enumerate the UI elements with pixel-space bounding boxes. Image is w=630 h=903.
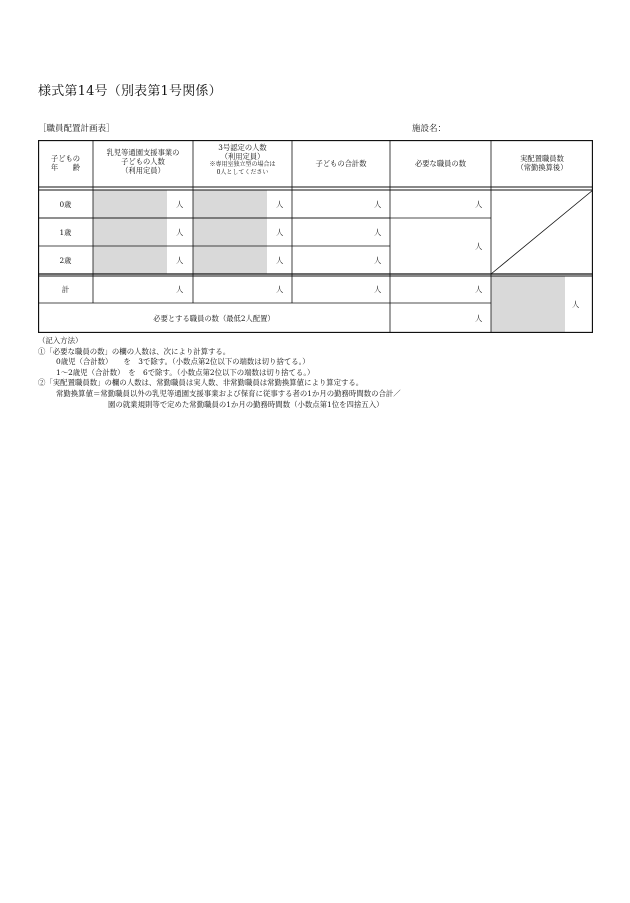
unit-total-0: 人 <box>374 200 382 209</box>
unit-nyuji-2: 人 <box>176 256 184 265</box>
staff-plan-table <box>38 140 593 333</box>
unit-required-min: 人 <box>475 314 483 323</box>
unit-total-1: 人 <box>374 228 382 237</box>
notes-line-6: 園の就業規則等で定めた常勤職員の1か月の勤務時間数（小数点第1位を四捨五入） <box>108 399 384 409</box>
row-age-1: 1歳 <box>59 228 72 237</box>
shaded-cells-sango <box>193 190 267 274</box>
notes-line-4: ②「実配置職員数」の欄の人数は、常勤職員は実人数、非常勤職員は常勤換算値により算定する。 <box>38 378 364 388</box>
shaded-cell-actual <box>491 276 565 333</box>
header-nyuji-count: 乳児等通園支援事業の 子どもの人数 （利用定員） <box>106 148 180 175</box>
unit-sango-2: 人 <box>276 256 284 265</box>
unit-total-2: 人 <box>374 256 382 265</box>
unit-total-total: 人 <box>374 285 382 294</box>
unit-actual-staff: 人 <box>572 300 580 309</box>
notes-line-3: 1～2歳児（合計数） を 6で除す。（小数点第2位以下の端数は切り捨てる。） <box>56 367 315 377</box>
unit-nyuji-0: 人 <box>176 200 184 209</box>
table-label: ［職員配置計画表］ <box>38 124 115 134</box>
row-total: 計 <box>61 285 70 294</box>
unit-sango-total: 人 <box>276 285 284 294</box>
header-total-children: 子どもの合計数 <box>315 159 367 168</box>
unit-nyuji-total: 人 <box>176 285 184 294</box>
unit-required-total: 人 <box>475 285 483 294</box>
unit-required-0: 人 <box>475 200 483 209</box>
notes-line-5: 常勤換算値＝常勤職員以外の乳児等通園支援事業および保育に従事する者の1か月の勤務時間数の合計／ <box>56 388 401 398</box>
row-age-2: 2歳 <box>59 256 72 265</box>
instructions <box>38 336 401 410</box>
header-age: 子どもの 年 齢 <box>50 154 81 172</box>
header-sango-count: 3号認定の人数 （利用定員） ※専用室独立型の場合は 0人としてください <box>209 143 276 176</box>
required-min-label: 必要とする職員の数（最低2人配置） <box>153 314 275 323</box>
notes-line-1: ①「必要な職員の数」の欄の人数は、次により計算する。 <box>38 346 231 356</box>
unit-required-1-2: 人 <box>475 242 483 251</box>
unit-sango-0: 人 <box>276 200 284 209</box>
shaded-cells-nyuji <box>93 190 167 274</box>
header-actual-staff: 実配置職員数 （常勤換算後） <box>516 154 568 172</box>
facility-name-label: 施設名： <box>412 124 447 134</box>
notes-heading: （記入方法） <box>38 336 83 345</box>
unit-nyuji-1: 人 <box>176 228 184 237</box>
unit-sango-1: 人 <box>276 228 284 237</box>
header-required-staff: 必要な職員の数 <box>414 159 467 168</box>
form-title: 様式第14号（別表第1号関係） <box>38 84 222 99</box>
row-age-0: 0歳 <box>59 200 72 209</box>
notes-line-2: 0歳児（合計数） を 3で除す。（小数点第2位以下の端数は切り捨てる。） <box>56 357 310 367</box>
